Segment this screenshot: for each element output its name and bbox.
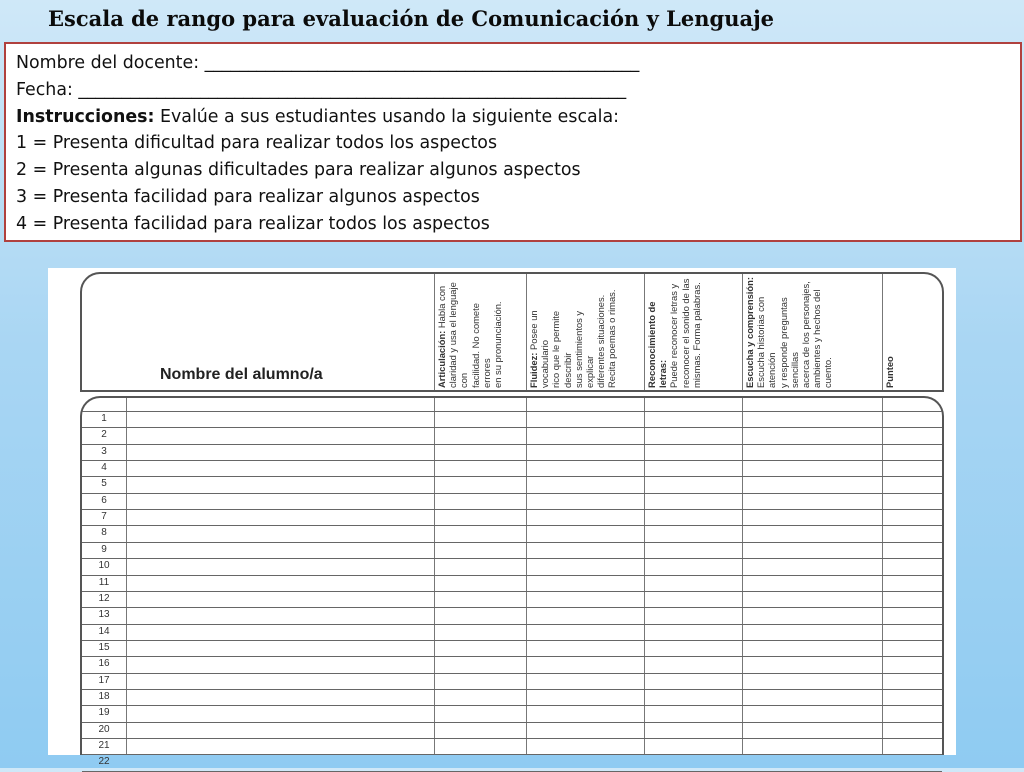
row-number: 10 xyxy=(98,560,110,572)
criterion-description: en su pronunciación. xyxy=(492,301,504,388)
row-number: 22 xyxy=(98,756,110,768)
table-column-divider xyxy=(742,398,743,755)
row-number: 8 xyxy=(101,527,107,539)
header-column-divider xyxy=(526,274,527,390)
criterion-description: Puede reconocer letras y xyxy=(668,283,680,388)
table-row xyxy=(82,493,942,494)
teacher-name-blank: __________________________________________________ xyxy=(204,53,640,73)
criterion-header xyxy=(436,276,503,388)
table-row xyxy=(82,476,942,477)
instructions-box xyxy=(4,42,1022,242)
row-number: 16 xyxy=(98,658,110,670)
row-number: 9 xyxy=(101,543,107,555)
row-number: 20 xyxy=(98,723,110,735)
criterion-description: mismas. Forma palabras. xyxy=(690,282,702,388)
table-row xyxy=(82,656,942,657)
table-row xyxy=(82,575,942,576)
evaluation-table-body xyxy=(80,396,944,768)
table-row xyxy=(82,542,942,543)
row-number: 18 xyxy=(98,690,110,702)
criterion-description: y responde preguntas sencillas xyxy=(777,297,800,388)
row-number: 2 xyxy=(101,429,107,441)
table-column-divider xyxy=(126,398,127,755)
criterion-title: Reconocimiento de letras: xyxy=(646,301,669,388)
criterion-title: Punteo xyxy=(884,356,895,388)
table-row xyxy=(82,673,942,674)
table-column-divider xyxy=(526,398,527,755)
table-row xyxy=(82,689,942,690)
row-number: 7 xyxy=(101,511,107,523)
table-column-divider xyxy=(882,398,883,755)
row-number: 6 xyxy=(101,494,107,506)
table-row xyxy=(82,460,942,461)
table-header xyxy=(80,272,944,392)
table-column-divider xyxy=(434,398,435,755)
criterion-header xyxy=(744,276,834,388)
scale-item: 3 = Presenta facilidad para realizar algunos aspectos xyxy=(16,186,480,207)
table-row xyxy=(82,525,942,526)
header-column-divider xyxy=(742,274,743,390)
criterion-description: Habla con xyxy=(436,285,447,331)
criterion-description: facilidad. No comete errores xyxy=(469,303,492,388)
criterion-description: rico que le permite describir xyxy=(550,310,573,388)
table-row xyxy=(82,754,942,755)
header-column-divider xyxy=(882,274,883,390)
teacher-name-label: Nombre del docente: xyxy=(16,53,205,73)
evaluation-sheet-image xyxy=(48,268,956,768)
table-row xyxy=(82,738,942,739)
row-number: 15 xyxy=(98,641,110,653)
row-number: 14 xyxy=(98,625,110,637)
teacher-name-line xyxy=(16,50,1010,77)
criterion-title: Fluidez: xyxy=(528,352,539,388)
scale-item: 1 = Presenta dificultad para realizar todos los aspectos xyxy=(16,133,498,154)
table-row xyxy=(82,591,942,592)
table-column-divider xyxy=(644,398,645,755)
criterion-description: reconocer el sonido de las xyxy=(679,278,691,388)
row-number: 3 xyxy=(101,445,107,457)
table-row xyxy=(82,722,942,723)
instructions-text: Evalúe a sus estudiantes usando la siguiente escala: xyxy=(154,106,620,127)
row-number: 11 xyxy=(98,576,110,588)
criterion-title: Articulación: xyxy=(436,330,447,388)
table-row xyxy=(82,444,942,445)
row-number: 13 xyxy=(98,609,110,621)
scale-item: 4 = Presenta facilidad para realizar todos los aspectos xyxy=(16,213,490,234)
table-row xyxy=(82,411,942,412)
criterion-description: claridad y usa el lenguaje con xyxy=(447,282,470,388)
table-row xyxy=(82,640,942,641)
student-name-header: Nombre del alumno/a xyxy=(160,366,323,383)
criterion-description: acerca de los personajes, xyxy=(800,281,812,388)
row-number: 21 xyxy=(98,740,110,751)
table-row xyxy=(82,509,942,510)
criterion-description: Recita poemas o rimas. xyxy=(606,289,618,388)
row-number: 17 xyxy=(98,674,110,686)
row-number: 19 xyxy=(98,707,110,719)
header-column-divider xyxy=(434,274,435,390)
instructions-label: Instrucciones: xyxy=(16,106,155,127)
criterion-header xyxy=(528,276,618,388)
slide-title: Escala de rango para evaluación de Comunicación y Lenguaje xyxy=(48,6,775,31)
row-number: 4 xyxy=(101,462,107,474)
table-row xyxy=(82,427,942,428)
criterion-description: ambientes y hechos del xyxy=(811,289,823,388)
row-number: 12 xyxy=(98,592,110,604)
date-blank: _______________________________________________________________ xyxy=(78,79,627,100)
table-row xyxy=(82,607,942,608)
criterion-title: Escucha y comprensión: xyxy=(744,277,755,388)
scale-item: 2 = Presenta algunas dificultades para realizar algunos aspectos xyxy=(16,160,581,181)
header-column-divider xyxy=(644,274,645,390)
criterion-description: Escucha historias con atención xyxy=(755,296,778,388)
criterion-description: Posee un vocabulario xyxy=(528,310,551,388)
table-row xyxy=(82,705,942,706)
criterion-header xyxy=(646,276,702,388)
table-row xyxy=(82,624,942,625)
criterion-header xyxy=(884,276,895,388)
criterion-description: cuento. xyxy=(822,357,834,388)
row-number: 1 xyxy=(101,413,107,424)
criterion-description: sus sentimientos y explicar xyxy=(572,310,596,388)
date-label: Fecha: xyxy=(16,79,79,100)
date-line xyxy=(16,77,1010,104)
row-number: 5 xyxy=(101,478,107,490)
criterion-description: diferentes situaciones. xyxy=(595,294,607,388)
instructions-line xyxy=(16,104,1010,131)
table-row xyxy=(82,558,942,559)
